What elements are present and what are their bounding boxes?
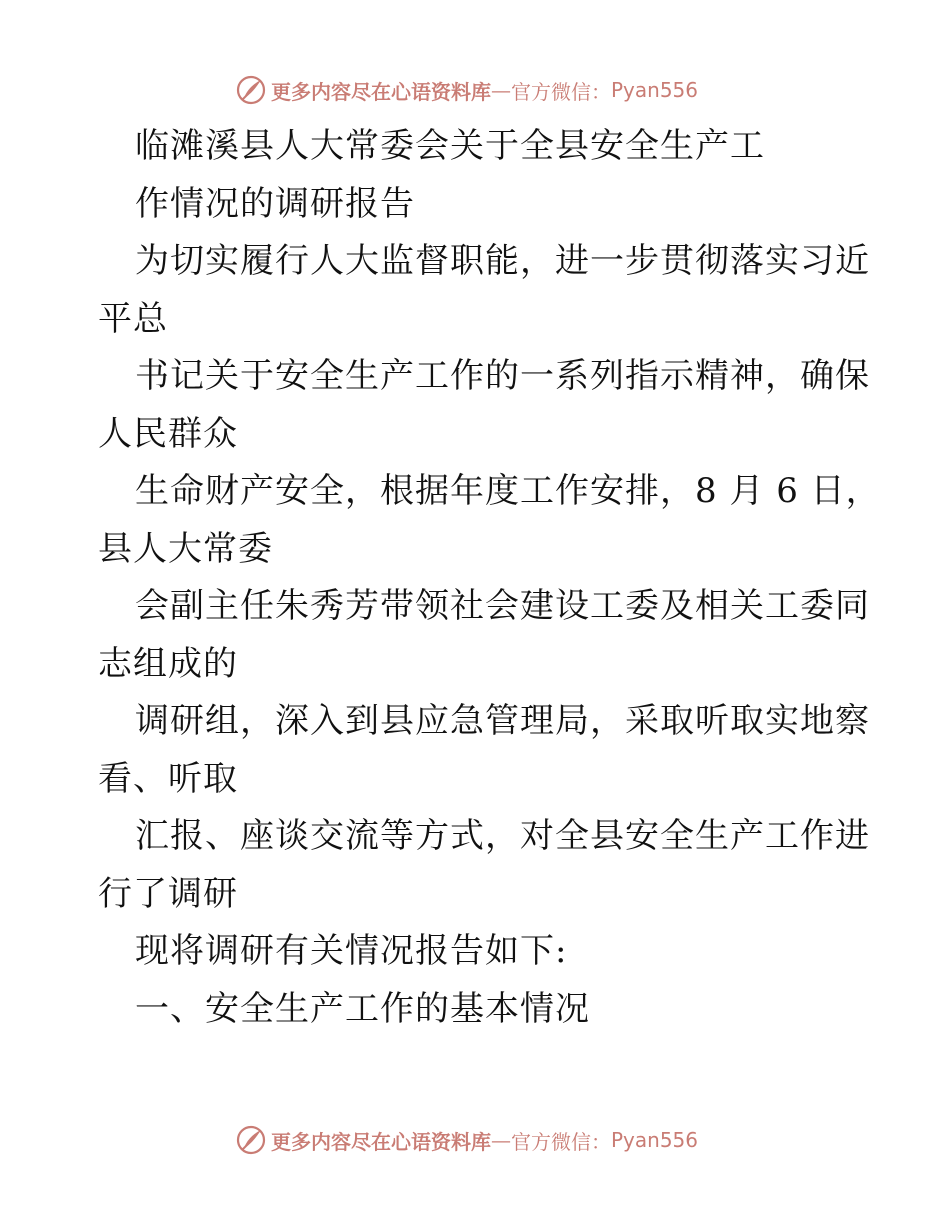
watermark-separator: — <box>491 1128 511 1152</box>
paragraph-line: 县人大常委 <box>98 528 273 569</box>
paragraph-line: 为切实履行人大监督职能，进一步贯彻落实习近 <box>135 241 870 281</box>
feather-pen-logo-icon <box>235 74 267 106</box>
paragraph-line: 志组成的 <box>98 643 238 684</box>
paragraph-line: 书记关于安全生产工作的一系列指示精神，确保 <box>135 356 870 396</box>
watermark-sub-text: 官方微信： <box>511 79 611 104</box>
paragraph-line: 看、听取 <box>98 758 238 799</box>
section-heading: 一、安全生产工作的基本情况 <box>135 988 590 1029</box>
title-line-1: 临滩溪县人大常委会关于全县安全生产工 <box>135 126 765 166</box>
watermark-main-text: 更多内容尽在心语资料库 <box>271 1129 491 1154</box>
watermark-id-text: Pyan556 <box>611 78 699 102</box>
footer-watermark <box>235 1122 698 1158</box>
paragraph-line: 行了调研 <box>98 873 238 914</box>
feather-pen-logo-icon <box>235 1124 267 1156</box>
paragraph-line: 汇报、座谈交流等方式，对全县安全生产工作进 <box>135 816 870 856</box>
watermark-main-text: 更多内容尽在心语资料库 <box>271 79 491 104</box>
watermark-id-text: Pyan556 <box>611 1128 699 1152</box>
paragraph-line: 调研组，深入到县应急管理局，采取听取实地察 <box>135 701 870 741</box>
watermark-sub-text: 官方微信： <box>511 1129 611 1154</box>
paragraph-line: 平总 <box>98 298 168 339</box>
paragraph-line: 会副主任朱秀芳带领社会建设工委及相关工委同 <box>135 586 870 626</box>
title-line-2: 作情况的调研报告 <box>135 183 415 224</box>
header-watermark <box>235 72 698 108</box>
document-body <box>98 118 881 1038</box>
watermark-separator: — <box>491 78 511 102</box>
paragraph-line: 现将调研有关情况报告如下: <box>135 931 568 971</box>
paragraph-line: 人民群众 <box>98 413 238 454</box>
paragraph-line: 生命财产安全，根据年度工作安排，8 月 6 日， <box>135 471 881 511</box>
